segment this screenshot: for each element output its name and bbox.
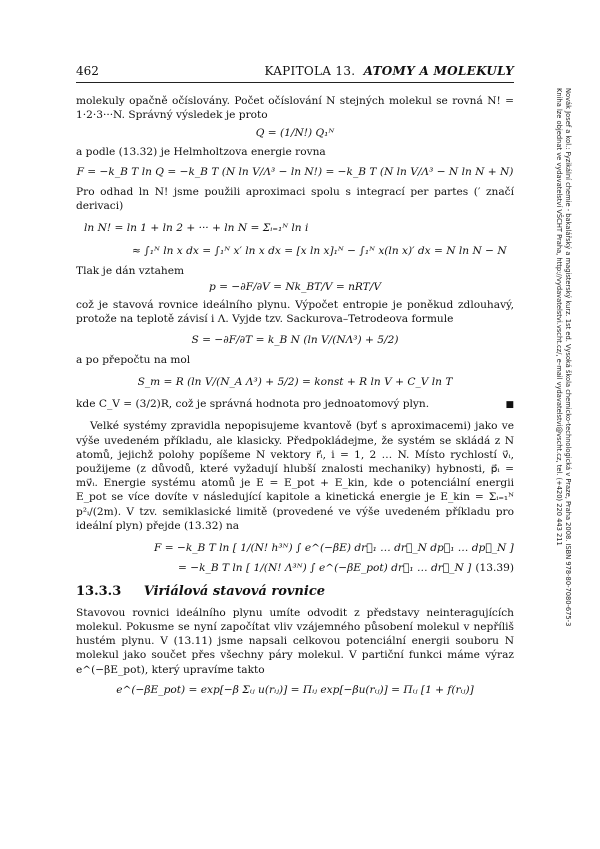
- paragraph: [76, 397, 514, 411]
- side-citation: [554, 88, 572, 728]
- section-title: Viriálová stavová rovnice: [143, 584, 326, 600]
- section-number: 13.3.3: [76, 584, 122, 600]
- header-rule: [76, 82, 514, 83]
- equation: ≈ ∫₁ᴺ ln x dx = ∫₁ᴺ x′ ln x dx = [x ln x]₁ᴺ − ∫₁ᴺ x(ln x)′ dx = N ln N − N: [132, 244, 507, 257]
- end-of-example-mark: ■: [505, 400, 514, 411]
- equation: = −k_B T ln [ 1/(N! Λ³ᴺ) ∫ e^(−βE_pot) dr⃗₁ … dr⃗_N ]: [178, 562, 472, 575]
- equation: e^(−βE_pot) = exp[−β Σᵢⱼ u(rᵢⱼ)] = Πᵢⱼ exp[−βu(rᵢⱼ)] = Πᵢⱼ [1 + f(rᵢⱼ)]: [116, 683, 474, 696]
- citation-line: Kniha lze objednat ve vydavatelství VŠCHT Praha, http://vydavatelstvi.vscht.cz/, e-mail vydavatelstvi@vscht.cz, tel. (+420) 220 443 211: [555, 88, 563, 546]
- equation: p = −∂F/∂V = Nk_BT/V = nRT/V: [209, 281, 381, 294]
- main-text: [76, 94, 514, 697]
- equation: S = −∂F/∂T = k_B N (ln V/(NΛ³) + 5/2): [191, 333, 399, 346]
- equation: F = −k_B T ln [ 1/(N! h³ᴺ) ∫ e^(−βE) dr⃗₁ … dr⃗_N dp⃗₁ … dp⃗_N ]: [154, 542, 514, 555]
- chapter-label: KAPITOLA 13.: [264, 64, 356, 78]
- equation-row: [76, 561, 514, 575]
- chapter-title: ATOMY A MOLEKULY: [363, 64, 514, 78]
- equation: ln N! = ln 1 + ln 2 + ··· + ln N = Σᵢ₌₁ᴺ ln i: [84, 222, 309, 235]
- paragraph: Pro odhad ln N! jsme použili aproximaci spolu s integrací per partes (′ značí derivaci): [76, 186, 514, 213]
- equation: Q = (1/N!) Q₁ᴺ: [255, 127, 335, 140]
- paragraph: a podle (13.32) je Helmholtzova energie rovna: [76, 145, 326, 158]
- page-number: 462: [76, 64, 99, 78]
- paragraph-text: kde C_V = (3/2)R, což je správná hodnota pro jednoatomový plyn.: [76, 398, 430, 411]
- section-heading: [76, 585, 514, 599]
- paragraph: Stavovou rovnici ideálního plynu umíte odvodit z představy neinteragujících molekul. Pokusme se nyní započítat vliv vzájemného působení molekul v nepříliš hustém plynu. V (13.11) jsme napsali celkovou potenciální energii souboru N molekul jako součet přes všechny páry molekul. V partiční funkci máme výraz e^(−βE_pot), který upravíme takto: [76, 606, 514, 676]
- equation: F = −k_B T ln Q = −k_B T (N ln V/Λ³ − ln N!) = −k_B T (N ln V/Λ³ − N ln N + N): [76, 165, 514, 178]
- citation-line: Novák Josef a kol.: Fyzikální chemie - bakalářský a magisterský kurz. 1st ed. Vysoká škola chemicko-technologická v Praze, Praha 2008. ISBN 978-80-7080-675-3: [564, 88, 572, 627]
- paragraph: Tlak je dán vztahem: [76, 264, 185, 277]
- paragraph: Velké systémy zpravidla nepopisujeme kvantově (byť s aproximacemi) jako ve výše uvedeném příkladu, ale klasicky. Předpokládejme, že systém se skládá z N atomů, jejichž polohy popíšeme N vektory r⃗ᵢ, i = 1, 2 … N. Místo rychlostí v⃗ᵢ, použijeme (z důvodů, které vyžadují hlubší znalosti mechaniky) hybnosti, p⃗ᵢ = mv⃗ᵢ. Energie systému atomů je E = E_pot + E_kin, kde o potenciální energii E_pot se více dovíte v následující kapitole a kinetická energie je E_kin = Σᵢ₌₁ᴺ p²ᵢ/(2m). V tzv. semiklasické limitě (provedené ve výše uvedeném příkladu pro ideální plyn) přejde (13.32) na: [76, 420, 514, 532]
- paragraph: a po přepočtu na mol: [76, 353, 191, 366]
- running-head: [264, 64, 514, 78]
- equation-number: (13.39): [475, 562, 514, 575]
- paragraph: což je stavová rovnice ideálního plynu. Výpočet entropie je poněkud zdlouhavý, protože na teplotě závisí i Λ. Vyjde tzv. Sackurova–Tetrodeova formule: [76, 299, 514, 326]
- paragraph: molekuly opačně očíslovány. Počet očíslování N stejných molekul se rovná N! = 1·2·3···N. Správný výsledek je proto: [76, 95, 514, 122]
- equation: S_m = R (ln V/(N_A Λ³) + 5/2) = konst + R ln V + C_V ln T: [137, 376, 453, 389]
